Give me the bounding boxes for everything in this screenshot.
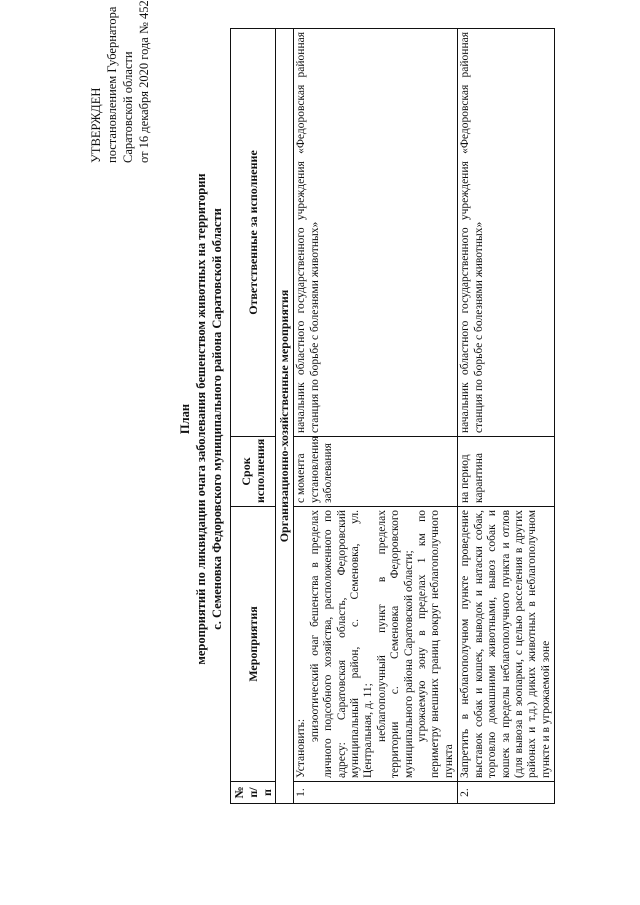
row-term: на период карантина xyxy=(458,437,555,507)
measures-table xyxy=(230,28,555,804)
header-term: Срок исполнения xyxy=(231,437,276,507)
document-subtitle-line1: мероприятий по ликвидации очага заболевания бешенством животных на территории xyxy=(194,173,208,665)
row-num: 1. xyxy=(294,782,458,804)
row-responsible: начальник областного государственного учреждения «Федоровская районная станция по борьбе с болезнями животных» xyxy=(294,29,458,437)
approval-line-decree: постановлением Губернатора xyxy=(105,6,119,163)
table-row xyxy=(458,29,555,804)
activity-paragraph: угрожаемую зону в пределах 1 км по периметру внешних границ вокруг неблагополучного пункта xyxy=(416,510,455,778)
document-title: План xyxy=(178,403,192,435)
approval-line-approved: УТВЕРЖДЕН xyxy=(89,87,103,163)
row-term: с момента установления заболевания xyxy=(294,437,458,507)
table-section-row xyxy=(276,29,294,804)
section-title: Организационно-хозяйственные мероприятия xyxy=(276,29,294,804)
row-responsible: начальник областного государственного учреждения «Федоровская районная станция по борьбе с болезнями животных» xyxy=(458,29,555,437)
approval-line-region: Саратовской области xyxy=(121,51,135,163)
activity-paragraph: эпизоотический очаг бешенства в пределах личного подсобного хозяйства, расположенного по адресу: Саратовская область, Федоровский муниципальный район, с. Семеновка, ул. Центральная, д. 11; xyxy=(308,510,375,778)
row-activity xyxy=(294,507,458,782)
header-activity: Мероприятия xyxy=(231,507,276,782)
table-header-row xyxy=(231,29,276,804)
approval-line-date: от 16 декабря 2020 года № 452 xyxy=(137,0,151,163)
document-title-block xyxy=(177,29,225,809)
document-subtitle-line2: с. Семеновка Федоровского муниципального района Саратовской области xyxy=(210,208,224,630)
header-responsible: Ответственные за исполнение xyxy=(231,29,276,437)
row-activity: Запретить в неблагополучном пункте проведение выставок собак и кошек, выводок и натаски собак, торговлю домашними животными, вывоз собак и кошек за пределы неблагополучного пункта и отлов (для вывоза в зоопарки, с целью расселения в других районах и т.д.) диких животных в неблагополучном пункте и в угрожаемой зоне xyxy=(458,507,555,782)
table-row xyxy=(294,29,458,804)
activity-paragraph: неблагополучный пункт в пределах территории с. Семеновка Федоровского муниципального района Саратовской области; xyxy=(375,510,415,778)
approval-stamp xyxy=(88,0,152,163)
activity-intro: Установить: xyxy=(295,718,308,778)
row-num: 2. xyxy=(458,782,555,804)
header-num: № п/п xyxy=(231,782,276,804)
